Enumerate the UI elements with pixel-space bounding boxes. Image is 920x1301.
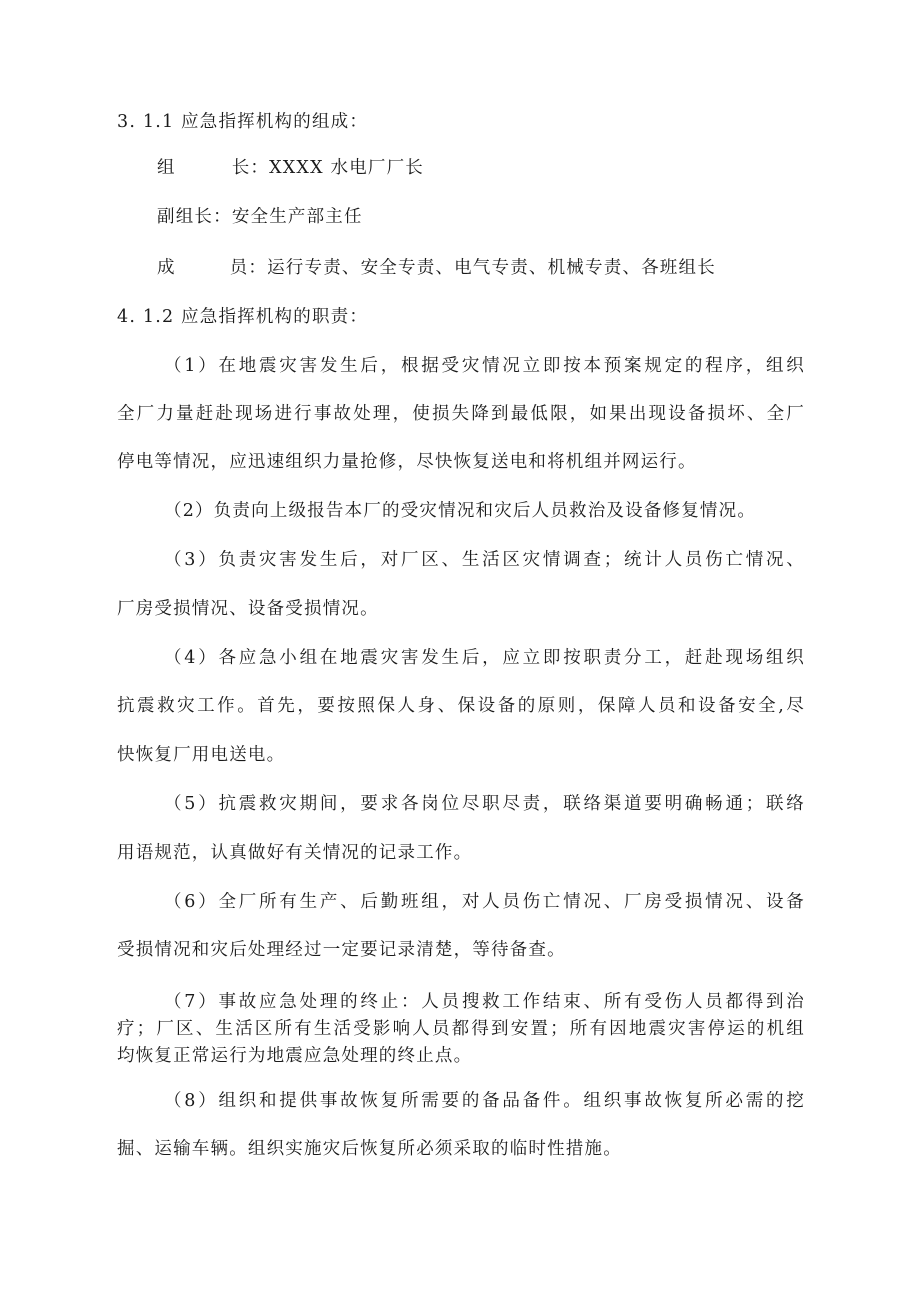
member-row-leader	[157, 154, 424, 179]
duty-6-line-1: （6）全厂所有生产、后勤班组，对人员伤亡情况、厂房受损情况、设备	[164, 892, 805, 912]
staff-value: 运行专责、安全专责、电气专责、机械专责、各班组长	[267, 258, 716, 278]
duty-5-line-1: （5）抗震救灾期间，要求各岗位尽职尽责，联络渠道要明确畅通；联络	[164, 794, 805, 814]
member-row-deputy	[157, 203, 363, 228]
duty-1-line-1: （1）在地震灾害发生后，根据受灾情况立即按本预案规定的程序，组织	[164, 356, 805, 376]
leader-label-b: 长：	[231, 158, 270, 178]
duty-4-line-1: （4）各应急小组在地震灾害发生后，应立即按职责分工，赶赴现场组织	[164, 648, 805, 668]
deputy-value: 安全生产部主任	[231, 207, 363, 227]
section-heading-4-1-2: 4. 1.2 应急指挥机构的职责：	[117, 307, 369, 327]
section-heading-3-1-1: 3. 1.1 应急指挥机构的组成：	[117, 112, 369, 132]
duty-8-line-1: （8）组织和提供事故恢复所需要的备品备件。组织事故恢复所必需的挖	[164, 1091, 805, 1111]
duty-2-line-1: （2）负责向上级报告本厂的受灾情况和灾后人员救治及设备修复情况。	[164, 501, 757, 521]
leader-label-a: 组	[157, 158, 176, 178]
duty-3-line-1: （3）负责灾害发生后，对厂区、生活区灾情调查；统计人员伤亡情况、	[164, 550, 805, 570]
duty-7-line-3: 均恢复正常运行为地震应急处理的终止点。	[117, 1046, 473, 1066]
duty-4-line-3: 快恢复厂用电送电。	[117, 745, 286, 765]
duty-7-line-2: 疗；厂区、生活区所有生活受影响人员都得到安置；所有因地震灾害停运的机组	[117, 1019, 805, 1039]
duty-6-line-2: 受损情况和灾后处理经过一定要记录清楚，等待备查。	[117, 940, 566, 960]
leader-value: XXXX 水电厂厂长	[269, 158, 425, 178]
duty-5-line-2: 用语规范，认真做好有关情况的记录工作。	[117, 843, 473, 863]
duty-1-line-3: 停电等情况，应迅速组织力量抢修，尽快恢复送电和将机组并网运行。	[117, 452, 697, 472]
duty-1-line-2: 全厂力量赶赴现场进行事故处理，使损失降到最低限，如果出现设备损坏、全厂	[117, 404, 805, 424]
duty-7-line-1: （7）事故应急处理的终止：人员搜救工作结束、所有受伤人员都得到治	[164, 992, 805, 1012]
staff-label-b: 员：	[229, 258, 268, 278]
duty-3-line-2: 厂房受损情况、设备受损情况。	[117, 599, 379, 619]
staff-label-a: 成	[157, 258, 176, 278]
member-row-staff	[157, 254, 716, 279]
duty-8-line-2: 掘、运输车辆。组织实施灾后恢复所必须采取的临时性措施。	[117, 1139, 622, 1159]
duty-4-line-2: 抗震救灾工作。首先，要按照保人身、保设备的原则，保障人员和设备安全,尽	[117, 696, 805, 716]
deputy-label: 副组长：	[157, 207, 232, 227]
